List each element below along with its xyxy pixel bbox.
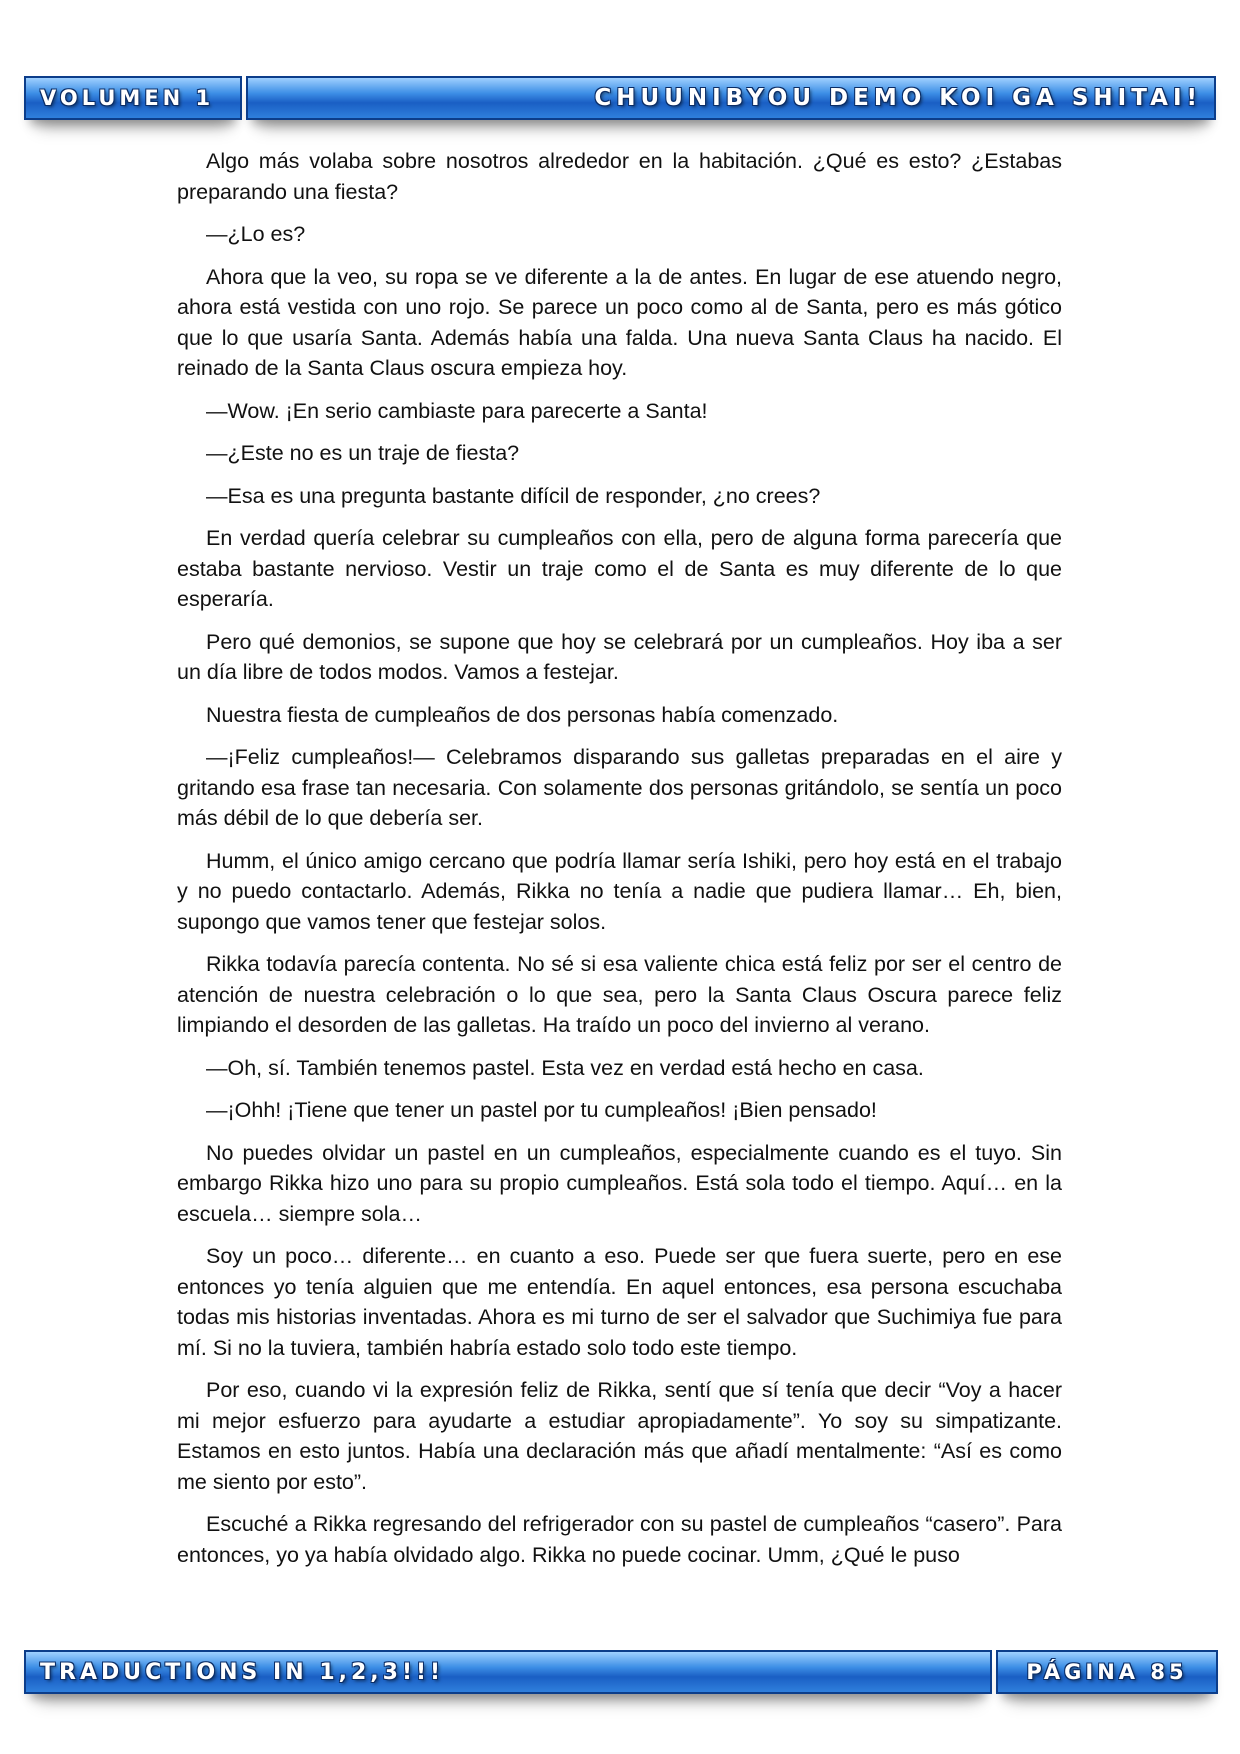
- header-title-banner: [246, 76, 1216, 120]
- paragraph: Pero qué demonios, se supone que hoy se celebrará por un cumpleaños. Hoy iba a ser un día libre de todos modos. Vamos a festejar.: [177, 629, 1062, 684]
- footer-credits-banner: [24, 1650, 992, 1694]
- translator-credit: TRADUCTIONS IN 1,2,3!!!: [40, 1659, 445, 1685]
- page-body: [177, 146, 1062, 1582]
- paragraph: Soy un poco… diferente… en cuanto a eso. Puede ser que fuera suerte, pero en ese entonces yo tenía alguien que me entendía. En aquel entonces, esa persona escuchaba todas mis historias inventadas. Ahora es mi turno de ser el salvador que Suchimiya fue para mí. Si no la tuviera, también habría estado solo todo este tiempo.: [177, 1244, 1062, 1360]
- header-volume-banner: [24, 76, 242, 120]
- volume-label: VOLUMEN 1: [40, 86, 215, 110]
- dialog-line: —Wow. ¡En serio cambiaste para parecerte a Santa!: [206, 398, 708, 423]
- dialog-line: —Esa es una pregunta bastante difícil de responder, ¿no crees?: [206, 483, 821, 508]
- footer-page-banner: [996, 1650, 1218, 1694]
- paragraph: Escuché a Rikka regresando del refrigerador con su pastel de cumpleaños “casero”. Para entonces, yo ya había olvidado algo. Rikka no puede cocinar. Umm, ¿Qué le puso: [177, 1512, 1062, 1567]
- dialog-line: —¡Feliz cumpleaños!— Celebramos disparando sus galletas preparadas en el aire y gritando esa frase tan necesaria. Con solamente dos personas gritándolo, se sentía un poco más débil de lo que debería ser.: [177, 745, 1062, 830]
- dialog-line: —¿Lo es?: [206, 222, 306, 246]
- dialog-line: —¡Ohh! ¡Tiene que tener un pastel por tu cumpleaños! ¡Bien pensado!: [206, 1098, 877, 1122]
- dialog-line: —¿Este no es un traje de fiesta?: [206, 441, 520, 465]
- paragraph: No puedes olvidar un pastel en un cumpleaños, especialmente cuando es el tuyo. Sin embargo Rikka hizo uno para su propio cumpleaños. Está sola todo el tiempo. Aquí… en la escuela… siempre sola…: [177, 1140, 1062, 1226]
- paragraph: Algo más volaba sobre nosotros alrededor en la habitación. ¿Qué es esto? ¿Estabas preparando una fiesta?: [177, 149, 1062, 204]
- paragraph: Rikka todavía parecía contenta. No sé si esa valiente chica está feliz por ser el centro de atención de nuestra celebración o lo que sea, pero la Santa Claus Oscura parece feliz limpiando el desorden de las galletas. Ha traído un poco del invierno al verano.: [177, 952, 1062, 1037]
- page-number: PÁGINA 85: [1026, 1660, 1188, 1684]
- paragraph: Por eso, cuando vi la expresión feliz de Rikka, sentí que sí tenía que decir “Voy a hacer mi mejor esfuerzo para ayudarte a estudiar apropiadamente”. Yo soy su simpatizante. Estamos en esto juntos. Había una declaración más que añadí mentalmente: “Así es como me siento por esto”.: [177, 1378, 1062, 1494]
- dialog-line: —Oh, sí. También tenemos pastel. Esta vez en verdad está hecho en casa.: [206, 1055, 924, 1080]
- paragraph: Humm, el único amigo cercano que podría llamar sería Ishiki, pero hoy está en el trabajo y no puedo contactarlo. Además, Rikka no tenía a nadie que pudiera llamar… Eh, bien, supongo que vamos tener que festejar solos.: [177, 848, 1062, 934]
- paragraph: Ahora que la veo, su ropa se ve diferente a la de antes. En lugar de ese atuendo negro, ahora está vestida con uno rojo. Se parece un poco como al de Santa, pero es más gótico que lo que usaría Santa. Además había una falda. Una nueva Santa Claus ha nacido. El reinado de la Santa Claus oscura empieza hoy.: [177, 264, 1062, 380]
- paragraph: Nuestra fiesta de cumpleaños de dos personas había comenzado.: [206, 702, 839, 727]
- paragraph: En verdad quería celebrar su cumpleaños con ella, pero de alguna forma parecería que estaba bastante nervioso. Vestir un traje como el de Santa es muy diferente de lo que esperaría.: [177, 526, 1062, 611]
- book-title: CHUUNIBYOU DEMO KOI GA SHITAI!: [594, 85, 1202, 111]
